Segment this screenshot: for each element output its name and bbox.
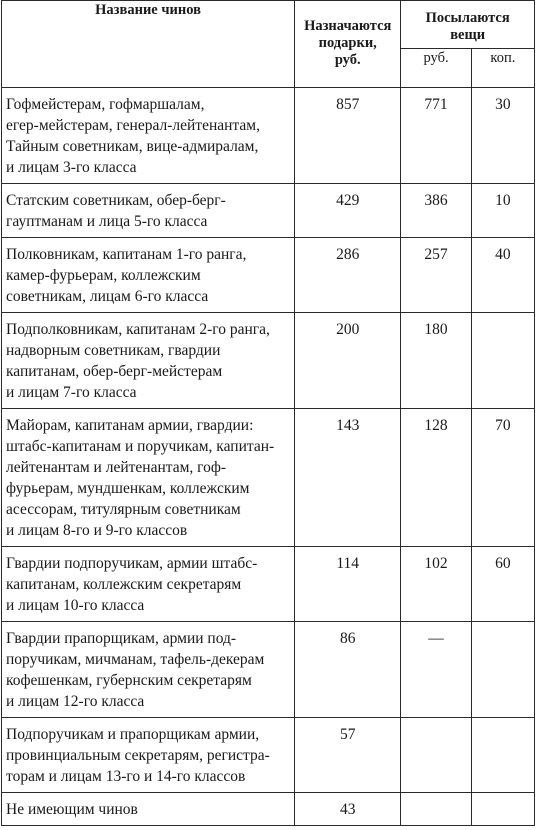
ranks-gifts-table (1, 0, 535, 826)
rank-name-cell (2, 238, 295, 313)
rank-name-line: Полковникам, капитанам 1-го ранга, (6, 246, 247, 263)
rank-name-cell (2, 547, 295, 622)
rank-name-line: Гвардии подпоручикам, армии штабс- (6, 555, 258, 572)
table-body (2, 88, 535, 826)
rank-name-line: надворным советникам, гвардии (6, 342, 221, 359)
kop-amount-cell: 40 (471, 238, 534, 313)
rank-name-line: асессорам, титулярным советникам (6, 501, 241, 518)
gift-amount-cell: 143 (295, 409, 401, 547)
table-row (2, 238, 535, 313)
rank-name-line: советникам, лицам 6-го класса (6, 288, 209, 305)
rub-amount-cell: 128 (401, 409, 471, 547)
rank-name-cell (2, 718, 295, 793)
rank-name-line: егер-мейстерам, генерал-лейтенантам, (6, 117, 260, 134)
header-gifts-line: подарки, (318, 35, 377, 51)
table-row (2, 313, 535, 409)
rank-name-line: капитанам, коллежским секретарям (6, 576, 242, 593)
table-row (2, 184, 535, 238)
gift-amount-cell: 43 (295, 793, 401, 826)
kop-amount-cell (471, 313, 534, 409)
rank-name-line: Гвардии прапорщикам, армии под- (6, 630, 237, 647)
kop-amount-cell (471, 622, 534, 718)
kop-amount-cell (471, 793, 534, 826)
kop-amount-cell: 70 (471, 409, 534, 547)
rank-name-cell (2, 409, 295, 547)
kop-amount-cell: 60 (471, 547, 534, 622)
rank-name-line: Гофмейстерам, гофмаршалам, (6, 96, 205, 113)
gift-amount-cell: 857 (295, 88, 401, 184)
rank-name-line: провинциальным секретарям, регистра- (6, 747, 270, 764)
table-row (2, 793, 535, 826)
header-rank-name: Название чинов (2, 1, 295, 88)
rank-name-line: кофешенкам, губернским секретарям (6, 672, 252, 689)
rank-name-line: Статским советникам, обер-берг- (6, 192, 226, 209)
header-gifts-assigned (295, 1, 401, 88)
table-row (2, 718, 535, 793)
rank-name-line: камер-фурьерам, коллежским (6, 267, 201, 284)
table-row (2, 547, 535, 622)
header-items-sent (401, 1, 535, 49)
rank-name-line: и лицам 3-го класса (6, 159, 137, 176)
rank-name-line: и лицам 7-го класса (6, 384, 137, 401)
header-sent-line: вещи (450, 27, 486, 43)
rank-name-line: капитанам, обер-берг-мейстерам (6, 363, 223, 380)
rank-name-line: фурьерам, мундшенкам, коллежским (6, 480, 250, 497)
rank-name-cell (2, 88, 295, 184)
rank-name-line: Подпоручикам и прапорщикам армии, (6, 726, 260, 743)
table-row (2, 409, 535, 547)
rank-name-line: Не имеющим чинов (6, 801, 138, 818)
rub-amount-cell: 102 (401, 547, 471, 622)
rub-amount-cell: 257 (401, 238, 471, 313)
rank-name-cell (2, 184, 295, 238)
rank-name-cell (2, 313, 295, 409)
rank-name-cell (2, 622, 295, 718)
gift-amount-cell: 86 (295, 622, 401, 718)
rank-name-line: штабс-капитанам и поручикам, капитан- (6, 438, 275, 455)
rub-amount-cell: 386 (401, 184, 471, 238)
gift-amount-cell: 57 (295, 718, 401, 793)
rank-name-line: гауптманам и лица 5-го класса (6, 213, 208, 230)
rub-amount-cell: 771 (401, 88, 471, 184)
rank-name-line: лейтенантам и лейтенантам, гоф- (6, 459, 227, 476)
rank-name-line: поручикам, мичманам, тафель-декерам (6, 651, 265, 668)
gift-amount-cell: 200 (295, 313, 401, 409)
header-kop: коп. (471, 48, 534, 87)
rank-name-line: Майорам, капитанам армии, гвардии: (6, 417, 254, 434)
rank-name-line: Тайным советникам, вице-адмиралам, (6, 138, 259, 155)
gift-amount-cell: 114 (295, 547, 401, 622)
rank-name-cell (2, 793, 295, 826)
rank-name-line: и лицам 10-го класса (6, 597, 145, 614)
table-row (2, 622, 535, 718)
gift-amount-cell: 429 (295, 184, 401, 238)
kop-amount-cell: 10 (471, 184, 534, 238)
kop-amount-cell: 30 (471, 88, 534, 184)
kop-amount-cell (471, 718, 534, 793)
rank-name-line: и лицам 8-го и 9-го классов (6, 522, 188, 539)
header-rub: руб. (401, 48, 471, 87)
gift-amount-cell: 286 (295, 238, 401, 313)
rub-amount-cell (401, 718, 471, 793)
rub-amount-cell: — (401, 622, 471, 718)
table-row (2, 88, 535, 184)
rank-name-line: Подполковникам, капитанам 2-го ранга, (6, 321, 270, 338)
header-gifts-line: Назначаются (304, 18, 392, 34)
rank-name-line: торам и лицам 13-го и 14-го классов (6, 768, 246, 785)
header-sent-line: Посылаются (425, 10, 510, 26)
rub-amount-cell (401, 793, 471, 826)
rub-amount-cell: 180 (401, 313, 471, 409)
rank-name-line: и лицам 12-го класса (6, 693, 145, 710)
header-gifts-line: руб. (334, 52, 361, 68)
